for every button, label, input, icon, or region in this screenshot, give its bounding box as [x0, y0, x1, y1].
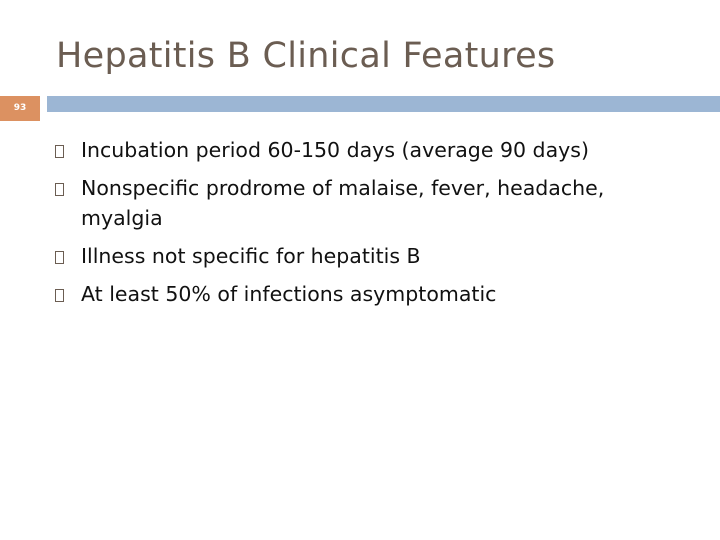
list-item	[55, 279, 695, 309]
square-bullet-icon	[55, 289, 64, 302]
list-item	[55, 173, 695, 233]
bullet-text: Incubation period 60-150 days (average 90 days)	[81, 138, 589, 162]
bullet-text: Illness not specific for hepatitis B	[81, 244, 421, 268]
bullet-list	[55, 135, 695, 317]
list-item	[55, 135, 695, 165]
slide-title: Hepatitis B Clinical Features	[56, 36, 556, 76]
square-bullet-icon	[55, 251, 64, 264]
slide-number: 93	[13, 103, 27, 113]
square-bullet-icon	[55, 145, 64, 158]
bullet-text: Nonspecific prodrome of malaise, fever, headache, myalgia	[81, 176, 605, 230]
bullet-text: At least 50% of infections asymptomatic	[81, 282, 497, 306]
header-rule	[47, 96, 720, 112]
list-item	[55, 241, 695, 271]
square-bullet-icon	[55, 183, 64, 196]
